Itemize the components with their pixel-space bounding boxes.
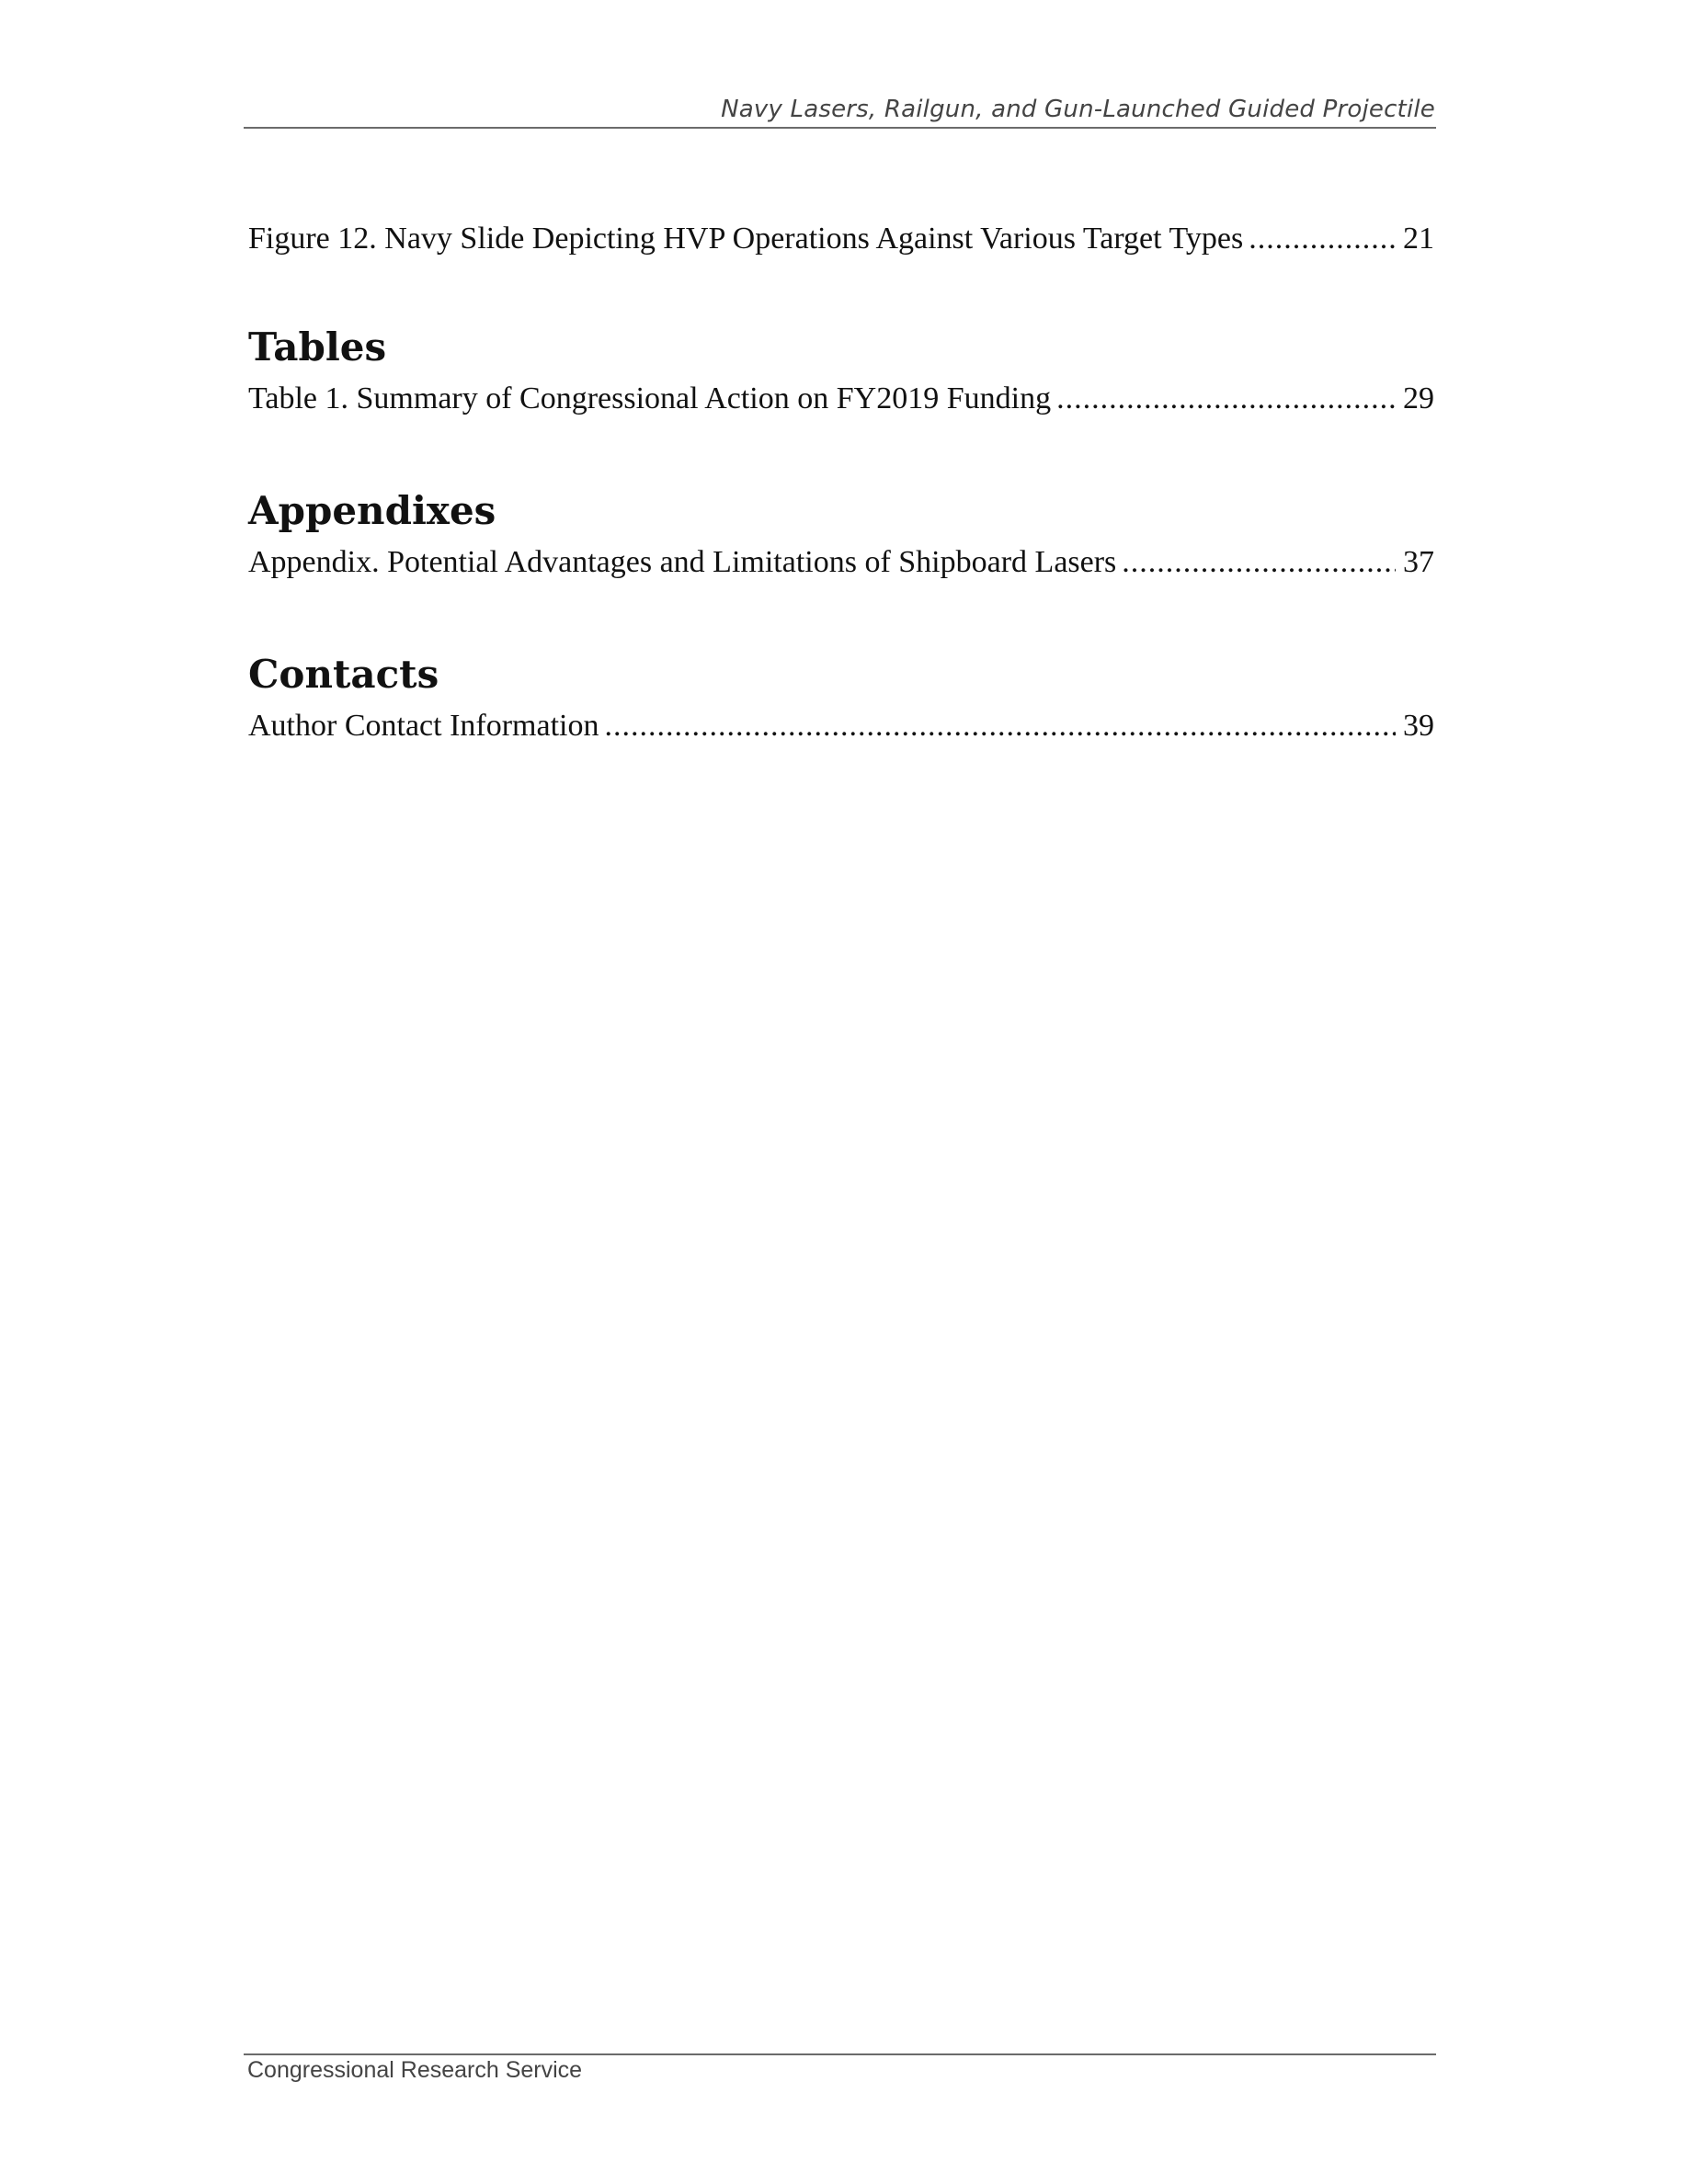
header-rule [244,127,1436,129]
toc-entry-page: 39 [1403,709,1434,743]
toc-entry-label: Table 1. Summary of Congressional Action on FY2019 Funding [248,381,1052,415]
toc-entry-appendix[interactable] [248,540,1434,585]
dot-leader [604,704,1396,748]
toc-entry-label: Author Contact Information [248,709,599,743]
dot-leader [1249,217,1396,261]
toc-entry-page: 21 [1403,222,1434,256]
toc-entry-label: Appendix. Potential Advantages and Limitations of Shipboard Lasers [248,545,1117,579]
toc-entry-page: 29 [1403,381,1434,415]
toc-entry-label: Figure 12. Navy Slide Depicting HVP Operations Against Various Target Types [248,222,1244,256]
footer-source: Congressional Research Service [247,2057,583,2083]
toc-entry-page: 37 [1403,545,1434,579]
toc-entry-figure-12[interactable] [248,217,1434,261]
section-heading-contacts: Contacts [248,652,439,697]
section-heading-tables: Tables [248,324,387,370]
toc-entry-table-1[interactable] [248,377,1434,421]
section-heading-appendixes: Appendixes [248,488,496,533]
running-header: Navy Lasers, Railgun, and Gun-Launched Guided Projectile [721,96,1435,123]
dot-leader [1122,540,1396,585]
footer-rule [244,2053,1436,2055]
dot-leader [1056,377,1396,421]
table-of-contents [248,217,1434,748]
toc-entry-author-contact[interactable] [248,704,1434,748]
